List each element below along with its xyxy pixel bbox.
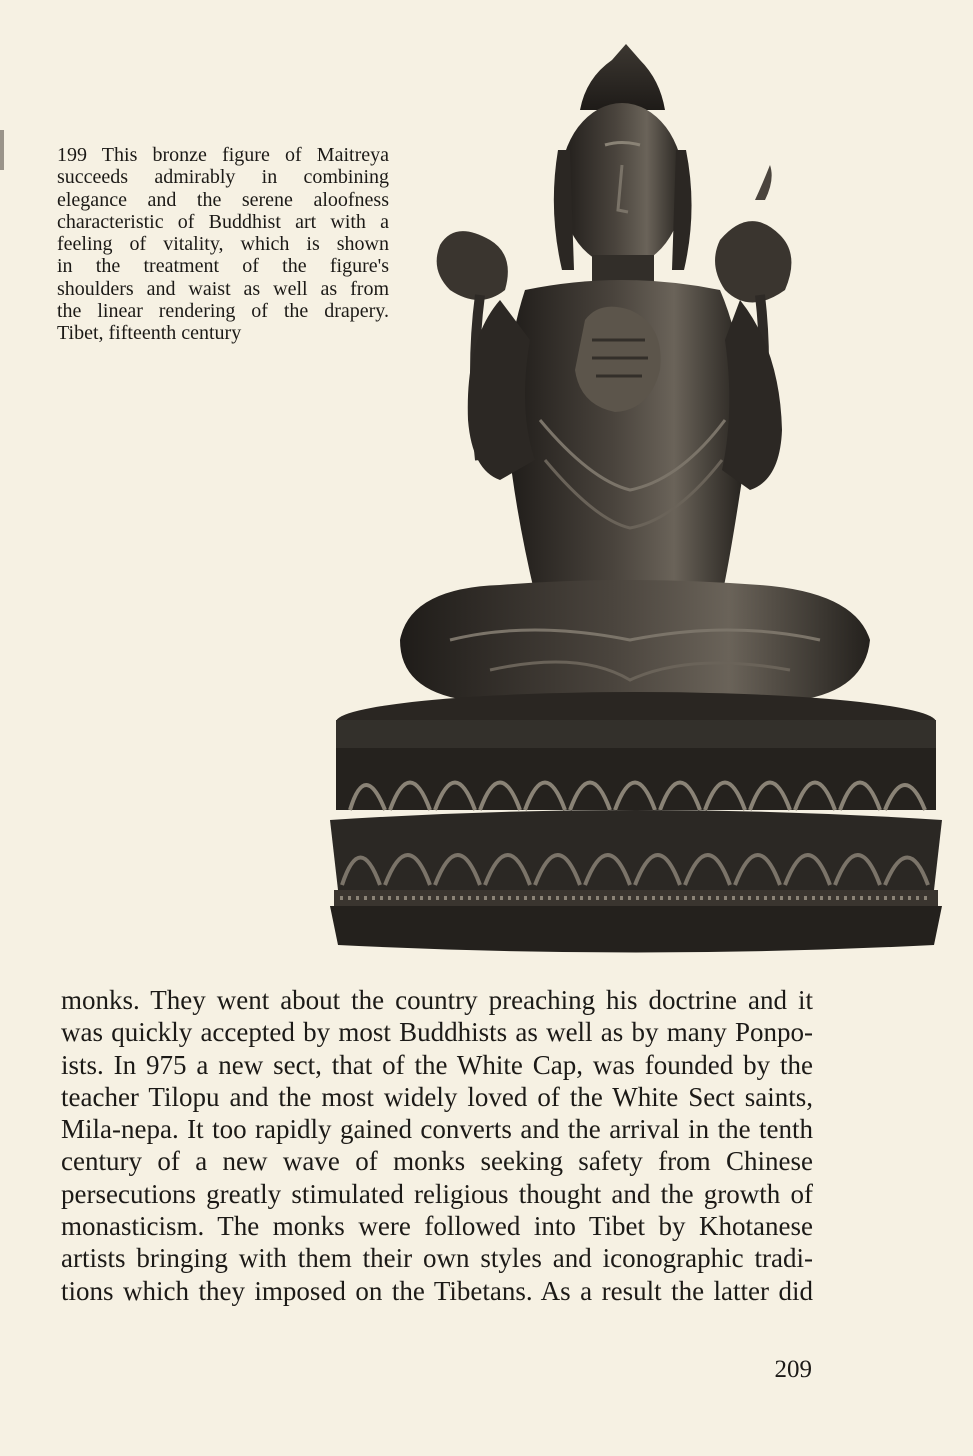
caption-line: Tibet, fifteenth century [57,322,242,345]
body-line: monks. They went about the country preaching his doctrine and it [61,985,813,1015]
body-line: teacher Tilopu and the most widely loved of the White Sect saints, [61,1081,813,1112]
caption-line: characteristic of Buddhist art with a [57,210,389,233]
body-line: monasticism. The monks were followed into Tibet by Khotanese [61,1211,813,1242]
body-line: tions which they imposed on the Tibetans. As a result the latter did [61,1275,813,1306]
right-lotus [715,221,791,302]
body-text [61,984,813,1307]
caption-line: elegance and the serene aloofness [57,188,389,211]
caption-line: in the treatment of the figure's [57,255,389,278]
page-edge-mark [0,130,4,170]
caption-line: shoulders and waist as well as from [57,277,389,300]
caption-line: succeeds admirably in combining [57,166,389,189]
caption-line: 199 This bronze figure of Maitreya [57,144,389,166]
page-number: 209 [774,1356,812,1383]
body-line: artists bringing with them their own styles and iconographic tradi- [61,1243,813,1274]
left-lotus [437,231,508,300]
body-line: century of a new wave of monks seeking safety from Chinese [61,1146,813,1177]
body-line: ists. In 975 a new sect, that of the White Cap, was founded by the [61,1049,813,1080]
statue-illustration [330,40,942,960]
lotus-petals-lower [330,810,942,890]
caption-line: the linear rendering of the drapery. [57,300,389,323]
caption-line: feeling of vitality, which is shown [57,233,389,256]
statue-head [560,103,684,267]
body-line: Mila-nepa. It too rapidly gained converts and the arrival in the tenth [61,1114,813,1145]
statue-ushnisha [580,44,665,110]
maitreya-statue-photo [330,40,942,960]
lotus-petals-upper [336,748,936,810]
body-line: persecutions greatly stimulated religious thought and the growth of [61,1178,813,1209]
body-line: was quickly accepted by most Buddhists as well as by many Ponpo- [61,1017,813,1048]
statue-right-arm [722,300,782,490]
